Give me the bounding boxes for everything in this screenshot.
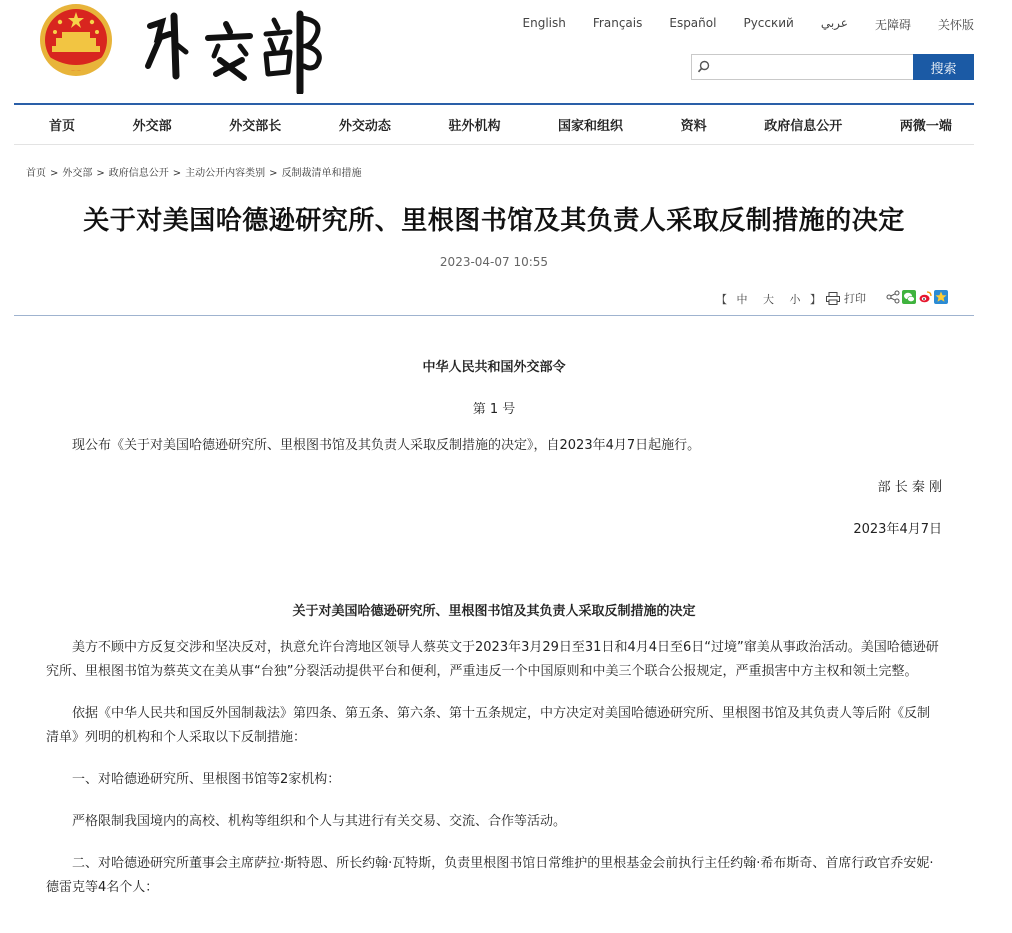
article-body [46,350,942,900]
nav-item-activities[interactable]: 外交动态 [338,119,391,134]
breadcrumb-separator: > [96,168,105,179]
paragraph: 依据《中华人民共和国反外国制裁法》第四条、第五条、第六条、第十五条规定，中方决定对美国哈德逊研究所、里根图书馆及其负责人等后附《反制清单》列明的机构和个人采取以下反制措施： [46,706,931,745]
article-datetime: 2023-04-07 10:55 [439,255,549,269]
site-logo-calligraphy[interactable] [140,4,330,94]
nav-item-minister[interactable]: 外交部长 [229,119,282,134]
nav-item-missions[interactable]: 驻外机构 [448,119,501,134]
font-size-large-button[interactable]: 中 [736,293,748,306]
search-icon [697,60,711,74]
wechat-icon[interactable] [902,290,916,304]
main-nav [14,105,974,145]
nav-item-gov-info[interactable]: 政府信息公开 [764,119,843,134]
nav-item-home[interactable]: 首页 [49,119,76,134]
search-bar [691,54,974,80]
nav-item-countries[interactable]: 国家和组织 [558,119,624,134]
national-emblem-icon[interactable] [38,2,114,78]
breadcrumb-item[interactable]: 外交部 [62,168,93,179]
lang-spanish-link[interactable]: Español [669,16,717,30]
breadcrumb-item[interactable]: 政府信息公开 [108,168,169,179]
printer-icon [826,292,840,305]
paragraph: 一、对哈德逊研究所、里根图书馆等2家机构： [72,772,341,787]
care-mode-link[interactable]: 关怀版 [937,18,974,32]
lang-english-link[interactable]: English [522,16,566,30]
accessibility-link[interactable]: 无障碍 [874,18,911,32]
nav-item-social[interactable]: 两微一端 [899,119,952,134]
breadcrumb-separator: > [172,168,182,179]
decree-title: 中华人民共和国外交部令 [422,360,566,375]
weibo-icon[interactable] [918,290,932,304]
decision-title: 关于对美国哈德逊研究所、里根图书馆及其负责人采取反制措施的决定 [292,604,696,619]
nav-item-resources[interactable]: 资料 [680,119,707,134]
header [0,0,1012,104]
share-icon[interactable] [886,290,900,304]
font-size-bracket-close: 】 [810,293,821,306]
decree-number: 第 1 号 [472,402,516,417]
announcement-paragraph: 现公布《关于对美国哈德逊研究所、里根图书馆及其负责人采取反制措施的决定》，自2023年4月7日起施行。 [72,438,701,453]
lang-arabic-link[interactable]: عربي [820,16,848,30]
font-size-small-button[interactable]: 小 [789,293,801,306]
print-button[interactable] [826,290,866,306]
breadcrumb-separator: > [269,168,278,179]
font-size-medium-button[interactable]: 大 [763,293,774,306]
signature: 部 长 秦 刚 [877,480,942,495]
lang-russian-link[interactable]: Русский [743,16,794,30]
paragraph: 二、对哈德逊研究所董事会主席萨拉·斯特恩、所长约翰·瓦特斯，负责里根图书馆日常维护的里根基金会前执行主任约翰·希布斯奇、首席行政官乔安妮·德雷克等4名个人： [46,856,934,895]
content-divider [14,315,974,316]
breadcrumb-item[interactable]: 反制裁清单和措施 [281,168,362,179]
qzone-icon[interactable] [934,290,948,304]
paragraph: 严格限制我国境内的高校、机构等组织和个人与其进行有关交易、交流、合作等活动。 [72,814,567,829]
article-title: 关于对美国哈德逊研究所、里根图书馆及其负责人采取反制措施的决定 [83,206,905,236]
search-input[interactable] [692,55,913,79]
breadcrumb [26,164,362,179]
share-controls [886,290,948,304]
nav-item-ministry[interactable]: 外交部 [132,119,172,134]
lang-french-link[interactable]: Français [592,16,643,30]
breadcrumb-separator: > [50,168,59,179]
language-switcher [496,16,974,33]
decree-date: 2023年4月7日 [853,522,942,537]
article-tools [0,289,1012,309]
breadcrumb-item[interactable]: 主动公开内容类别 [185,168,266,179]
paragraph: 美方不顾中方反复交涉和坚决反对，执意允许台湾地区领导人蔡英文于2023年3月29日至31日和4月4日至6日“过境”窜美从事政治活动。美国哈德逊研究所、里根图书馆为蔡英文在美从事“台独”分裂活动提供平台和便利，严重违反一个中国原则和中美三个联合公报规定，严重损害中方主权和领土完整。 [46,640,939,679]
font-size-bracket-open: 【 [716,293,727,306]
breadcrumb-item[interactable]: 首页 [26,168,46,179]
print-label: 打印 [844,292,866,305]
search-box [691,54,913,80]
font-size-controls [716,291,821,307]
search-button[interactable]: 搜索 [913,54,974,80]
